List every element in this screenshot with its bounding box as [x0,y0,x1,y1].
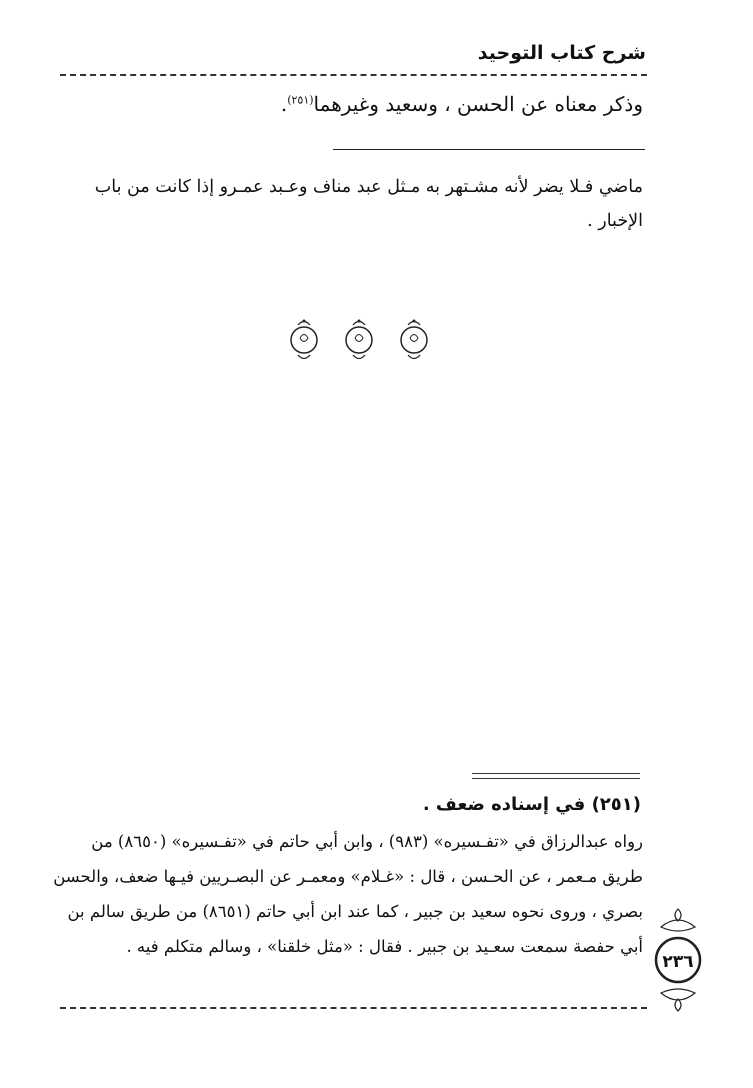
section-ornament [284,318,434,362]
footnote-number: (٢٥١) [591,794,641,815]
end-period: . [280,92,288,116]
footnote-rule-bottom [472,778,640,779]
footnote-heading [423,794,641,815]
page-number: ٢٣٦ [662,952,694,972]
footnote-separator [333,149,645,150]
main-text-line [281,92,643,116]
page-number-badge [643,905,713,1015]
floral-medallion-icon [291,320,317,359]
footnote-rule-top [472,773,640,774]
floral-medallion-icon [346,320,372,359]
main-text: وذكر معناه عن الحسن ، وسعيد وغيرهما [313,92,643,116]
header-divider [60,74,647,76]
footer-divider [60,1007,647,1009]
continued-footnote-text: ماضي فـلا يضر لأنه مشـتهر به مـثل عبد مناف وعـبد عمـرو إذا كانت من باب الإخبار . [94,177,643,231]
floral-medallion-icon [401,320,427,359]
running-header-title: شرح كتاب التوحيد [477,42,646,64]
footnote-title: في إسناده ضعف . [422,794,586,815]
footnote-body: رواه عبدالرزاق في «تفـسيره» (٩٨٣) ، وابن أبي حاتم في «تفـسيره» (٨٦٥٠) من طريق مـعمر ، عن الحـسن ، قال : «غـلام» ومعمـر عن البصـريين فيـها ضعف، والحسن بصري ، وروى نحوه سعيد بن جبير ، كما عند ابن أبي حاتم (٨٦٥١) من طريق سالم بن أبي حفصة سمعت سعـيد بن جبير . فقال : «مثل خلقنا» ، وسالم متكلم فيه . [53,832,643,956]
footnote-reference: (٢٥١) [287,93,314,107]
